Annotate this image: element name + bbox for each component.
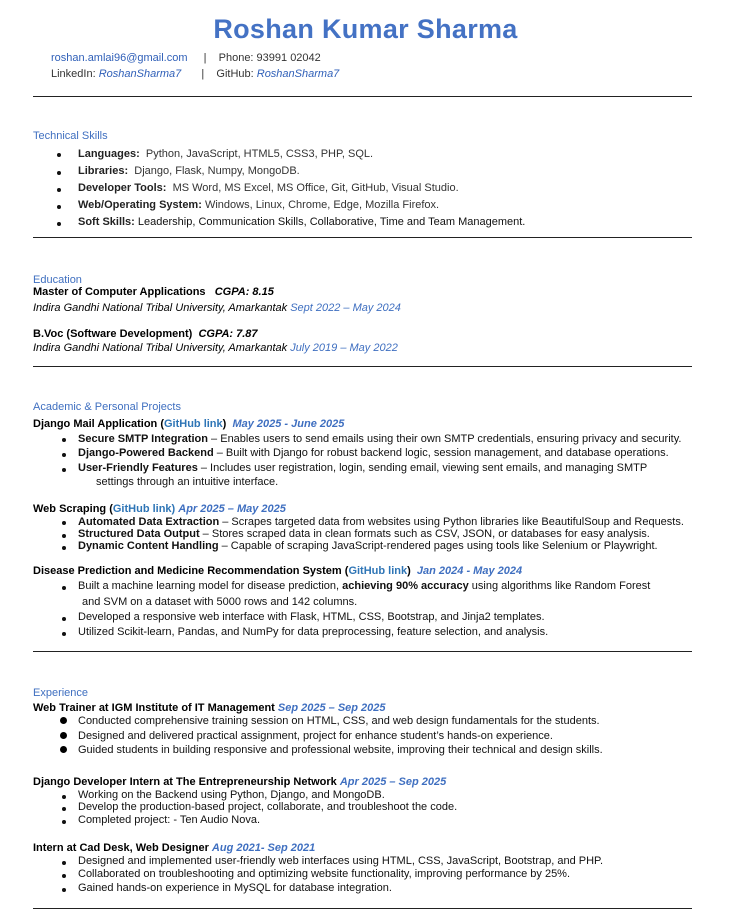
degree-title	[33, 286, 274, 298]
project-dates: Jan 2024 - May 2024	[416, 565, 523, 577]
institute-line	[33, 342, 398, 354]
skill-item	[78, 199, 439, 211]
education-dates: Sept 2022 – May 2024	[290, 302, 401, 314]
job-name: Django Developer Intern at The Entrepreneurship Network	[33, 776, 337, 788]
bullet-text: – Capable of scraping JavaScript-rendered pages using tools like Selenium or Playwright.	[218, 540, 658, 552]
job-title	[33, 842, 315, 854]
skill-label: Languages:	[78, 148, 140, 160]
bullet-icon	[57, 222, 61, 226]
bullet-icon	[60, 746, 67, 753]
education-heading: Education	[33, 274, 82, 286]
bullet-text: – Built with Django for robust backend logic, session management, and database operations.	[213, 447, 669, 459]
job-bullet: Gained hands-on experience in MySQL for database integration.	[78, 882, 392, 894]
paren: )	[222, 418, 227, 430]
degree-title	[33, 328, 258, 340]
skill-label: Developer Tools:	[78, 182, 167, 194]
github-project-link[interactable]: GitHub link	[348, 565, 408, 577]
linkedin-label: LinkedIn:	[51, 68, 96, 80]
bullet-icon	[57, 188, 61, 192]
project-title	[33, 418, 344, 430]
bullet-text: – Stores scraped data in clean formats such as CSV, JSON, or databases for easy analysis.	[199, 528, 650, 540]
bullet-icon	[60, 717, 67, 724]
education-dates: July 2019 – May 2022	[290, 342, 398, 354]
bullet-icon	[62, 807, 66, 811]
job-bullet: Designed and implemented user-friendly web interfaces using HTML, CSS, JavaScript, Bootstrap, and PHP.	[78, 855, 603, 867]
skill-label: Soft Skills:	[78, 216, 135, 228]
project-bullet: Developed a responsive web interface with Flask, HTML, CSS, Bootstrap, and Jinja2 templates.	[78, 611, 545, 623]
project-bullet	[78, 462, 647, 474]
github-link[interactable]: RoshanSharma7	[256, 68, 340, 80]
skill-item	[78, 165, 300, 177]
skill-item	[78, 182, 459, 194]
bullet-icon	[60, 732, 67, 739]
bullet-bold: Django-Powered Backend	[78, 447, 214, 459]
paren: )	[407, 565, 411, 577]
linkedin-link[interactable]: RoshanSharma7	[98, 68, 182, 80]
project-name: Web Scraping (	[33, 503, 113, 515]
bullet-icon	[62, 861, 66, 865]
github-project-link[interactable]: GitHub link)	[112, 503, 176, 515]
project-name: Disease Prediction and Medicine Recommendation System (	[33, 565, 349, 577]
divider	[33, 366, 692, 367]
bullet-text: – Enables users to send emails using their own SMTP credentials, ensuring privacy and security.	[208, 433, 682, 445]
project-bullet	[78, 528, 650, 540]
bullet-continuation: and SVM on a dataset with 5000 rows and 142 columns.	[82, 596, 358, 608]
project-bullet	[78, 516, 684, 528]
divider	[33, 651, 692, 652]
skill-value: Leadership, Communication Skills, Collaborative, Time and Team Management.	[137, 216, 526, 228]
bullet-icon	[62, 546, 66, 550]
job-title	[33, 776, 446, 788]
degree-name: B.Voc (Software Development)	[33, 328, 193, 340]
job-name: Web Trainer at IGM Institute of IT Management	[33, 702, 275, 714]
job-dates: Apr 2025 – Sep 2025	[339, 776, 447, 788]
bullet-icon	[62, 632, 66, 636]
bullet-icon	[57, 171, 61, 175]
bullet-text: – Includes user registration, login, sending email, viewing sent emails, and managing SMTP	[197, 462, 648, 474]
projects-heading: Academic & Personal Projects	[33, 401, 181, 413]
skill-item	[78, 148, 373, 160]
cgpa: CGPA: 8.15	[214, 286, 274, 298]
bullet-icon	[62, 586, 66, 590]
separator: |	[203, 52, 207, 64]
institute: Indira Gandhi National Tribal University, Amarkantak	[33, 302, 288, 314]
project-dates: Apr 2025 – May 2025	[178, 503, 286, 515]
phone: Phone: 93991 02042	[218, 52, 321, 64]
job-bullet: Designed and delivered practical assignment, project for enhance student’s hands-on experience.	[78, 730, 553, 742]
bullet-bold: achieving 90% accuracy	[342, 580, 469, 592]
bullet-text: Built a machine learning model for disease prediction,	[78, 580, 343, 592]
bullet-icon	[62, 521, 66, 525]
bullet-icon	[62, 617, 66, 621]
bullet-icon	[62, 795, 66, 799]
skill-value: Windows, Linux, Chrome, Edge, Mozilla Firefox.	[204, 199, 440, 211]
project-bullet	[78, 447, 669, 459]
job-dates: Aug 2021- Sep 2021	[211, 842, 316, 854]
institute: Indira Gandhi National Tribal University, Amarkantak	[33, 342, 288, 354]
bullet-icon	[62, 468, 66, 472]
project-dates: May 2025 - June 2025	[232, 418, 345, 430]
job-bullet: Guided students in building responsive and professional website, improving their technical and design skills.	[78, 744, 603, 756]
project-bullet	[78, 433, 681, 445]
bullet-icon	[62, 534, 66, 538]
job-bullet: Collaborated on troubleshooting and optimizing website functionality, improving performance by 25%.	[78, 868, 571, 880]
job-name: Intern at Cad Desk, Web Designer	[33, 842, 209, 854]
skills-heading: Technical Skills	[33, 130, 108, 142]
skill-label: Web/Operating System:	[78, 199, 202, 211]
divider	[33, 237, 692, 238]
bullet-icon	[62, 820, 66, 824]
divider	[33, 908, 692, 909]
skill-value: MS Word, MS Excel, MS Office, Git, GitHub, Visual Studio.	[172, 182, 459, 194]
skill-label: Libraries:	[78, 165, 129, 177]
job-bullet: Completed project: - Ten Audio Nova.	[78, 814, 261, 826]
skill-value: Python, JavaScript, HTML5, CSS3, PHP, SQL.	[145, 148, 374, 160]
institute-line	[33, 302, 401, 314]
contact-line-2	[51, 68, 339, 80]
job-dates: Sep 2025 – Sep 2025	[277, 702, 386, 714]
bullet-bold: Dynamic Content Handling	[78, 540, 219, 552]
job-title	[33, 702, 386, 714]
bullet-icon	[62, 453, 66, 457]
email-link[interactable]: roshan.amlai96@gmail.com	[51, 52, 188, 64]
project-bullet	[78, 540, 658, 552]
bullet-bold: Secure SMTP Integration	[78, 433, 208, 445]
project-bullet	[78, 580, 650, 592]
github-project-link[interactable]: GitHub link	[163, 418, 223, 430]
cgpa: CGPA: 7.87	[198, 328, 258, 340]
bullet-bold: User-Friendly Features	[78, 462, 198, 474]
experience-heading: Experience	[33, 687, 89, 699]
bullet-icon	[62, 438, 66, 442]
bullet-continuation: settings through an intuitive interface.	[96, 476, 279, 488]
github-label: GitHub:	[216, 68, 254, 80]
bullet-bold: Structured Data Output	[78, 528, 200, 540]
project-title	[33, 503, 286, 515]
project-name: Django Mail Application (	[33, 418, 164, 430]
job-bullet: Working on the Backend using Python, Django, and MongoDB.	[78, 789, 385, 801]
separator: |	[201, 68, 205, 80]
project-title	[33, 565, 522, 577]
project-bullet: Utilized Scikit-learn, Pandas, and NumPy for data preprocessing, feature selection, and analysis.	[78, 626, 549, 638]
job-bullet: Conducted comprehensive training session on HTML, CSS, and web design fundamentals for the students.	[78, 715, 600, 727]
bullet-icon	[62, 874, 66, 878]
bullet-bold: Automated Data Extraction	[78, 516, 220, 528]
bullet-text: – Scrapes targeted data from websites using Python libraries like BeautifulSoup and Requests.	[219, 516, 684, 528]
bullet-icon	[62, 888, 66, 892]
contact-line-1	[51, 52, 321, 64]
job-bullet: Develop the production-based project, collaborate, and troubleshoot the code.	[78, 801, 458, 813]
divider	[33, 96, 692, 97]
bullet-icon	[57, 205, 61, 209]
bullet-icon	[57, 153, 61, 157]
bullet-text: using algorithms like Random Forest	[468, 580, 651, 592]
skill-value: Django, Flask, Numpy, MongoDB.	[134, 165, 300, 177]
resume-name: Roshan Kumar Sharma	[213, 14, 518, 44]
skill-item	[78, 216, 525, 228]
degree-name: Master of Computer Applications	[33, 286, 206, 298]
